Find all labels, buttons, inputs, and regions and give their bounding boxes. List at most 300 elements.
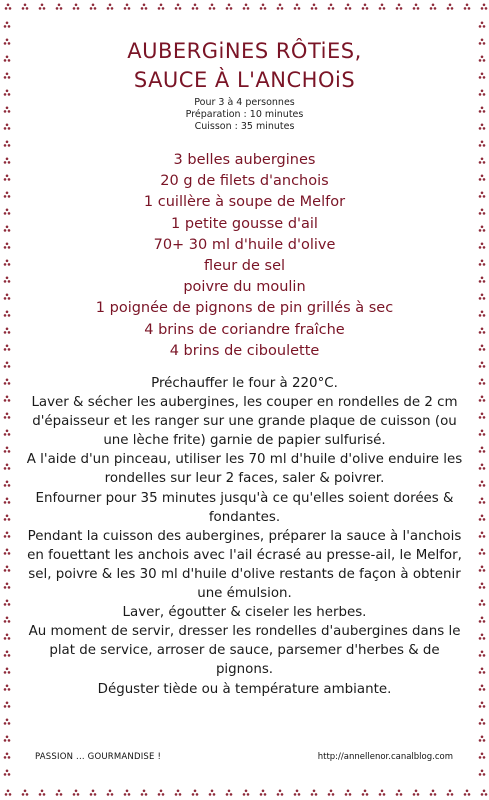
border-dot — [479, 365, 482, 368]
border-dot — [8, 195, 11, 198]
border-dot-cluster — [479, 124, 486, 130]
border-dot — [58, 4, 61, 7]
border-dot — [479, 93, 482, 96]
instruction-step: Au moment de servir, dresser les rondelles d'aubergines dans le plat de service, arroser de sauce, parsemer d'herbes & de pignons. — [28, 624, 461, 678]
border-dot — [4, 569, 7, 572]
border-dot — [311, 793, 314, 796]
border-dot — [481, 56, 484, 59]
border-dot — [479, 161, 482, 164]
border-dot — [6, 498, 9, 501]
border-dot — [479, 280, 482, 283]
instruction-step: Pendant la cuisson des aubergines, préparer la sauce à l'anchois en fouettant les anchois avec l'ail écrasé au presse-ail, le Melfor, sel, poivre & les 30 ml d'huile d'olive restants de façon à obtenir une émulsion. — [27, 528, 462, 602]
border-dot — [39, 793, 42, 796]
border-dot — [6, 328, 9, 331]
footer-blog-url: http://annellenor.canalblog.com — [317, 752, 453, 762]
border-dot — [481, 90, 484, 93]
decorative-border-right — [475, 0, 489, 800]
border-dot-cluster — [260, 4, 267, 10]
border-dot-cluster — [479, 651, 486, 657]
border-dot — [6, 226, 9, 229]
border-dot — [209, 793, 212, 796]
border-dot-cluster — [277, 790, 284, 796]
border-dot — [230, 793, 233, 796]
border-dot — [4, 280, 7, 283]
border-dot — [479, 586, 482, 589]
border-dot — [362, 793, 365, 796]
border-dot — [243, 7, 246, 10]
border-dot — [481, 515, 484, 518]
border-dot — [400, 7, 403, 10]
border-dot-cluster — [4, 345, 11, 351]
border-dot — [481, 226, 484, 229]
border-dot-cluster — [479, 141, 486, 147]
footer-tagline: PASSION ... GOURMANDISE ! — [35, 752, 162, 762]
border-dot-cluster — [209, 790, 216, 796]
border-dot — [4, 705, 7, 708]
border-dot-cluster — [479, 668, 486, 674]
border-dot — [396, 7, 399, 10]
border-dot — [211, 4, 214, 7]
border-dot — [6, 22, 9, 25]
border-dot-cluster — [4, 226, 11, 232]
border-dot-cluster — [73, 790, 80, 796]
border-dot — [160, 790, 163, 793]
border-dot — [479, 195, 482, 198]
border-dot — [481, 668, 484, 671]
border-dot — [483, 688, 486, 691]
border-dot — [483, 722, 486, 725]
border-dot-cluster — [107, 4, 114, 10]
border-dot — [483, 484, 486, 487]
border-dot-cluster — [479, 243, 486, 249]
border-dot — [483, 467, 486, 470]
border-dot — [479, 42, 482, 45]
ingredient-item: 20 g de filets d'anchois — [160, 173, 329, 190]
border-dot-cluster — [479, 294, 486, 300]
border-dot — [6, 396, 9, 399]
border-dot-cluster — [4, 328, 11, 334]
border-dot — [479, 246, 482, 249]
border-dot — [8, 246, 11, 249]
border-dot — [483, 110, 486, 113]
border-dot — [481, 617, 484, 620]
border-dot-cluster — [4, 430, 11, 436]
border-dot — [4, 739, 7, 742]
border-dot — [479, 25, 482, 28]
border-dot — [158, 7, 161, 10]
border-dot-cluster — [479, 56, 486, 62]
border-dot — [4, 535, 7, 538]
ingredient-item: fleur de sel — [203, 258, 286, 275]
border-dot-cluster — [479, 770, 486, 776]
border-dot — [6, 345, 9, 348]
instruction-step: Enfourner pour 35 minutes jusqu'à ce qu'elles soient dorées & fondantes. — [35, 490, 454, 525]
border-dot — [226, 793, 229, 796]
border-dot — [479, 569, 482, 572]
border-dot — [483, 382, 486, 385]
border-dot — [9, 793, 12, 796]
border-dot — [24, 4, 27, 7]
border-dot-cluster — [479, 702, 486, 708]
border-dot — [4, 552, 7, 555]
servings-text: Pour 3 à 4 personnes — [194, 97, 295, 108]
border-dot — [479, 501, 482, 504]
border-dot-cluster — [192, 790, 199, 796]
border-dot — [483, 501, 486, 504]
border-dot — [479, 433, 482, 436]
border-dot — [379, 7, 382, 10]
border-dot — [362, 7, 365, 10]
border-dot-cluster — [396, 790, 403, 796]
border-dot — [479, 59, 482, 62]
instruction-step: Laver & sécher les aubergines, les couper en rondelles de 2 cm d'épaisseur et les ranger sur une grande plaque de cuisson (ou une lèche frite) garnie de papier sulfurisé. — [31, 395, 458, 449]
border-dot — [349, 7, 352, 10]
border-dot — [4, 365, 7, 368]
border-dot — [8, 76, 11, 79]
border-dot-cluster — [362, 4, 369, 10]
border-dot-cluster — [479, 498, 486, 504]
border-dot — [260, 7, 263, 10]
border-dot — [479, 535, 482, 538]
border-dot — [483, 229, 486, 232]
border-dot — [483, 195, 486, 198]
border-dot — [77, 793, 80, 796]
border-dot-cluster — [479, 345, 486, 351]
border-dot — [6, 719, 9, 722]
border-dot — [483, 365, 486, 368]
border-dot-cluster — [141, 790, 148, 796]
border-dot — [483, 42, 486, 45]
border-dot — [479, 229, 482, 232]
border-dot — [379, 793, 382, 796]
border-dot-cluster — [479, 260, 486, 266]
border-dot — [481, 345, 484, 348]
border-dot — [6, 430, 9, 433]
border-dot — [8, 773, 11, 776]
border-dot — [481, 770, 484, 773]
border-dot — [4, 195, 7, 198]
border-dot — [8, 212, 11, 215]
border-dot — [483, 59, 486, 62]
border-dot — [128, 7, 131, 10]
border-dot-cluster — [5, 790, 12, 796]
border-dot — [6, 158, 9, 161]
border-dot — [481, 328, 484, 331]
border-dot-cluster — [464, 790, 471, 796]
border-dot — [479, 382, 482, 385]
border-dot — [177, 4, 180, 7]
border-dot — [481, 7, 484, 10]
border-dot — [8, 42, 11, 45]
border-dot — [4, 586, 7, 589]
border-dot — [4, 671, 7, 674]
border-dot — [6, 583, 9, 586]
border-dot-cluster — [311, 790, 318, 796]
border-dot — [6, 770, 9, 773]
border-dot — [8, 93, 11, 96]
border-dot — [432, 790, 435, 793]
ingredient-item: 4 brins de ciboulette — [169, 342, 320, 359]
border-dot-cluster — [158, 790, 165, 796]
border-dot-cluster — [479, 600, 486, 606]
border-dot — [6, 617, 9, 620]
border-dot — [8, 569, 11, 572]
border-dot — [483, 416, 486, 419]
border-dot-cluster — [4, 22, 11, 28]
border-dot — [41, 790, 44, 793]
border-dot — [26, 7, 29, 10]
border-dot-cluster — [447, 4, 454, 10]
border-dot — [6, 634, 9, 637]
border-dot — [313, 4, 316, 7]
border-dot — [8, 399, 11, 402]
border-dot — [479, 705, 482, 708]
border-dot — [479, 450, 482, 453]
border-dot — [5, 7, 8, 10]
border-dot — [211, 790, 214, 793]
ingredient-item: 3 belles aubergines — [173, 152, 316, 168]
border-dot — [483, 518, 486, 521]
border-dot-cluster — [39, 790, 46, 796]
border-dot — [6, 362, 9, 365]
border-dot — [330, 790, 333, 793]
border-dot — [230, 7, 233, 10]
border-dot — [8, 144, 11, 147]
border-dot-cluster — [4, 498, 11, 504]
border-dot — [381, 4, 384, 7]
border-dot-cluster — [479, 379, 486, 385]
border-dot — [479, 654, 482, 657]
border-dot — [8, 501, 11, 504]
border-dot-cluster — [175, 4, 182, 10]
border-dot — [192, 7, 195, 10]
border-dot — [4, 756, 7, 759]
border-dot — [111, 793, 114, 796]
border-dot — [481, 209, 484, 212]
border-dot-cluster — [479, 736, 486, 742]
border-dot — [483, 756, 486, 759]
border-dot-cluster — [158, 4, 165, 10]
border-dot — [9, 7, 12, 10]
border-dot — [4, 416, 7, 419]
border-dot — [281, 7, 284, 10]
border-dot-cluster — [479, 447, 486, 453]
border-dot-cluster — [479, 685, 486, 691]
border-dot — [22, 7, 25, 10]
border-dot — [6, 464, 9, 467]
border-dot-cluster — [243, 4, 250, 10]
border-dot-cluster — [328, 4, 335, 10]
border-dot — [483, 450, 486, 453]
border-dot — [8, 161, 11, 164]
border-dot — [481, 294, 484, 297]
border-dot — [128, 793, 131, 796]
border-dot — [483, 654, 486, 657]
border-dot — [196, 793, 199, 796]
border-dot — [6, 107, 9, 110]
border-dot — [483, 671, 486, 674]
border-dot — [4, 637, 7, 640]
border-dot — [4, 501, 7, 504]
border-dot-cluster — [226, 790, 233, 796]
border-dot — [481, 277, 484, 280]
border-dot — [481, 532, 484, 535]
border-dot — [247, 7, 250, 10]
border-dot — [483, 76, 486, 79]
border-dot — [449, 790, 452, 793]
border-dot — [141, 7, 144, 10]
border-dot-cluster — [175, 790, 182, 796]
border-dot-cluster — [4, 39, 11, 45]
border-dot-cluster — [4, 481, 11, 487]
border-dot — [483, 161, 486, 164]
border-dot-cluster — [479, 566, 486, 572]
border-dot — [481, 39, 484, 42]
border-dot — [4, 314, 7, 317]
border-dot-cluster — [4, 753, 11, 759]
border-dot — [213, 793, 216, 796]
border-dot — [311, 7, 314, 10]
border-dot-cluster — [5, 4, 12, 10]
border-dot — [92, 4, 95, 7]
border-dot — [479, 314, 482, 317]
border-dot — [485, 793, 488, 796]
border-dot — [8, 654, 11, 657]
border-dot — [4, 688, 7, 691]
border-dot — [43, 793, 46, 796]
instruction-step: Laver, égoutter & ciseler les herbes. — [122, 605, 367, 621]
border-dot — [6, 515, 9, 518]
border-dot-cluster — [4, 90, 11, 96]
border-dot-cluster — [479, 175, 486, 181]
border-dot-cluster — [4, 651, 11, 657]
border-dot — [415, 4, 418, 7]
border-dot — [483, 535, 486, 538]
border-dot-cluster — [226, 4, 233, 10]
border-dot — [479, 756, 482, 759]
border-dot — [4, 178, 7, 181]
border-dot — [4, 654, 7, 657]
border-dot — [8, 365, 11, 368]
border-dot — [194, 790, 197, 793]
border-dot — [383, 793, 386, 796]
decorative-border-left — [0, 0, 14, 800]
border-dot — [4, 59, 7, 62]
border-dot-cluster — [4, 736, 11, 742]
border-dot — [468, 7, 471, 10]
border-dot — [107, 7, 110, 10]
border-dot — [4, 76, 7, 79]
border-dot — [6, 90, 9, 93]
border-dot-cluster — [311, 4, 318, 10]
decorative-border-top — [0, 0, 489, 14]
border-dot — [73, 7, 76, 10]
border-dot — [6, 277, 9, 280]
border-dot — [8, 688, 11, 691]
border-dot — [413, 793, 416, 796]
border-dot — [483, 790, 486, 793]
border-dot — [60, 793, 63, 796]
border-dot-cluster — [4, 702, 11, 708]
border-dot — [22, 793, 25, 796]
border-dot — [481, 243, 484, 246]
border-dot-cluster — [4, 56, 11, 62]
border-dot-cluster — [479, 192, 486, 198]
border-dot-cluster — [479, 73, 486, 79]
border-dot — [481, 566, 484, 569]
ingredients-list — [20, 150, 469, 362]
border-dot — [298, 793, 301, 796]
border-dot — [479, 637, 482, 640]
border-dot-cluster — [4, 668, 11, 674]
border-dot — [196, 7, 199, 10]
ingredient-item: 1 cuillère à soupe de Melfor — [143, 194, 346, 211]
border-dot-cluster — [4, 175, 11, 181]
border-dot — [39, 7, 42, 10]
border-dot — [4, 93, 7, 96]
border-dot — [4, 229, 7, 232]
border-dot — [262, 790, 265, 793]
border-dot — [481, 141, 484, 144]
border-dot — [481, 685, 484, 688]
border-dot — [124, 7, 127, 10]
border-dot — [479, 603, 482, 606]
border-dot-cluster — [141, 4, 148, 10]
border-dot — [245, 790, 248, 793]
border-dot — [8, 535, 11, 538]
border-dot — [4, 620, 7, 623]
border-dot-cluster — [90, 4, 97, 10]
border-dot — [143, 4, 146, 7]
border-dot-cluster — [479, 481, 486, 487]
border-dot — [4, 25, 7, 28]
border-dot — [141, 793, 144, 796]
border-dot — [481, 481, 484, 484]
border-dot — [479, 76, 482, 79]
border-dot — [60, 7, 63, 10]
border-dot-cluster — [379, 4, 386, 10]
border-dot — [328, 793, 331, 796]
border-dot-cluster — [56, 790, 63, 796]
border-dot — [8, 671, 11, 674]
border-dot — [8, 484, 11, 487]
border-dot — [479, 552, 482, 555]
border-dot — [483, 603, 486, 606]
border-dot — [94, 7, 97, 10]
border-dot — [4, 263, 7, 266]
border-dot — [94, 793, 97, 796]
border-dot-cluster — [4, 209, 11, 215]
border-dot — [434, 7, 437, 10]
recipe-title-line-1: AUBERGiNES RÔTiES, — [127, 39, 362, 63]
border-dot-cluster — [4, 447, 11, 453]
border-dot — [479, 127, 482, 130]
decorative-border-bottom — [0, 786, 489, 800]
border-dot — [162, 793, 165, 796]
border-dot — [73, 793, 76, 796]
border-dot-cluster — [56, 4, 63, 10]
border-dot-cluster — [4, 260, 11, 266]
border-dot — [481, 73, 484, 76]
border-dot — [4, 127, 7, 130]
border-dot — [41, 4, 44, 7]
border-dot — [6, 260, 9, 263]
border-dot-cluster — [479, 39, 486, 45]
border-dot — [109, 4, 112, 7]
border-dot — [332, 793, 335, 796]
border-dot — [315, 793, 318, 796]
border-dot — [111, 7, 114, 10]
